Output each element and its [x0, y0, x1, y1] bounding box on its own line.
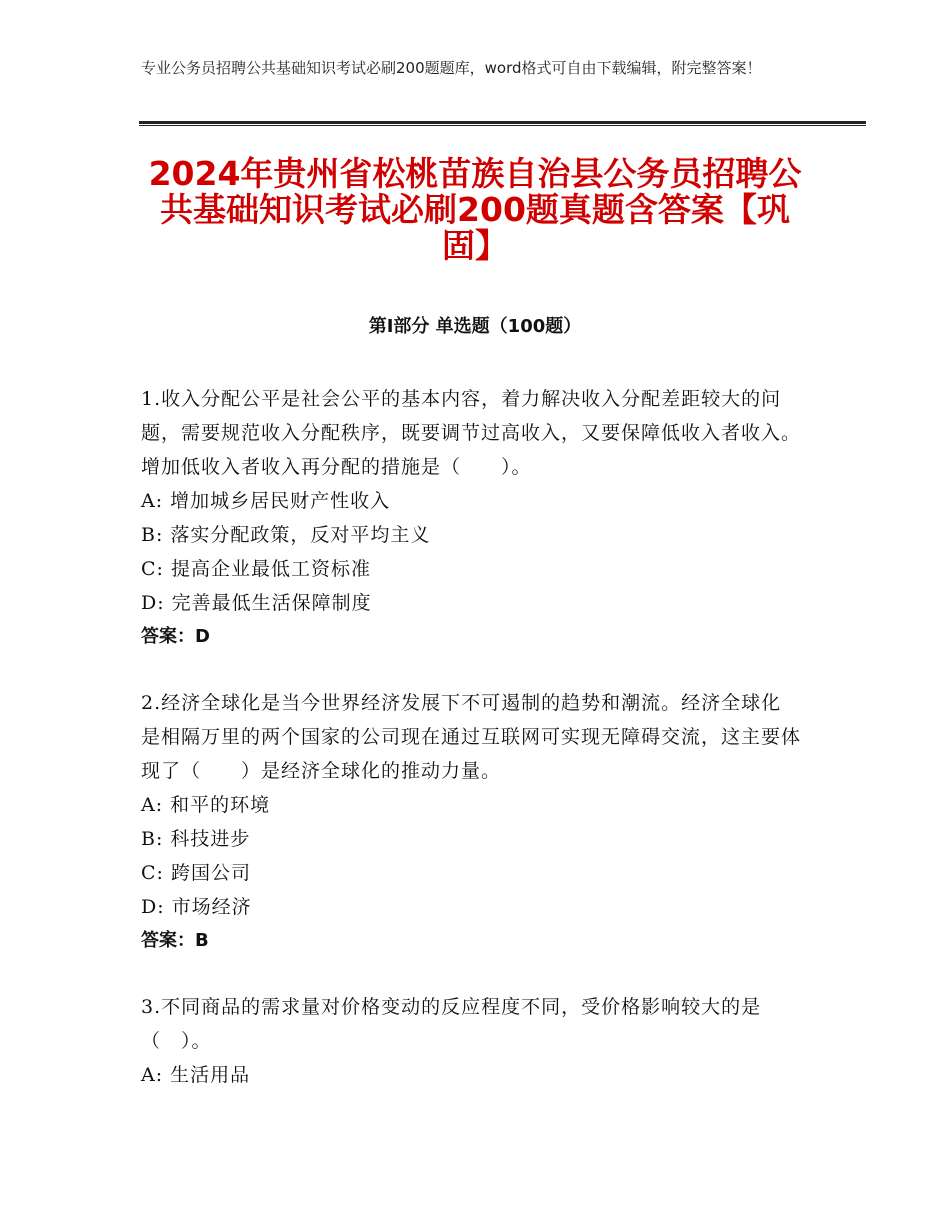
answer: 答案：B [141, 930, 209, 951]
question-3 [141, 990, 801, 1092]
document-title: 2024年贵州省松桃苗族自治县公务员招聘公共基础知识考试必刷200题真题含答案【巩固】 [148, 154, 802, 265]
question-stem: 1.收入分配公平是社会公平的基本内容，着力解决收入分配差距较大的问题，需要规范收入分配秩序，既要调节过高收入，又要保障低收入者收入。增加低收入者收入再分配的措施是（ ）。 [141, 388, 802, 478]
option-c: C: 提高企业最低工资标准 [141, 558, 371, 580]
option-b: B: 落实分配政策，反对平均主义 [141, 524, 431, 546]
question-2 [141, 686, 801, 958]
question-1 [141, 382, 801, 654]
header-note: 专业公务员招聘公共基础知识考试必刷200题题库，word格式可自由下载编辑，附完整答案！ [141, 59, 762, 77]
header-divider [139, 121, 866, 126]
question-stem: 3.不同商品的需求量对价格变动的反应程度不同，受价格影响较大的是（ ）。 [141, 996, 762, 1052]
option-b: B: 科技进步 [141, 828, 251, 850]
option-a: A: 和平的环境 [141, 794, 271, 816]
answer: 答案：D [141, 626, 210, 647]
option-a: A: 增加城乡居民财产性收入 [141, 490, 391, 512]
option-d: D: 完善最低生活保障制度 [141, 592, 372, 614]
section-heading: 第Ⅰ部分 单选题（100题） [368, 316, 582, 337]
option-a: A: 生活用品 [141, 1064, 251, 1086]
question-list [141, 382, 801, 1124]
option-d: D: 市场经济 [141, 896, 252, 918]
question-stem: 2.经济全球化是当今世界经济发展下不可遏制的趋势和潮流。经济全球化是相隔万里的两个国家的公司现在通过互联网可实现无障碍交流，这主要体现了（ ）是经济全球化的推动力量。 [141, 692, 802, 782]
option-c: C: 跨国公司 [141, 862, 251, 884]
